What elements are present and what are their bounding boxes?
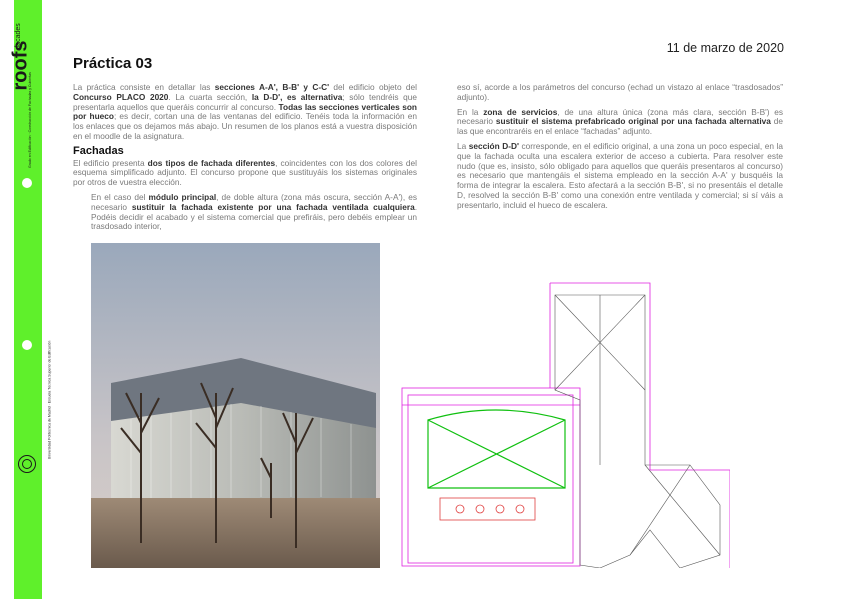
university-logo-icon xyxy=(18,455,36,473)
servicios-paragraph: En la zona de servicios, de una altura única (zona más clara, sección B-B') es necesario sustituir el sistema prefabricado original por una fachada alternativa de las que encontraréis en el enlace “fachadas” adjunto. xyxy=(457,106,784,137)
modulo-paragraph: En el caso del módulo principal, de doble altura (zona más oscura, sección A-A'), es necesario sustituir la fachada existente por una fachada ventilada cualquiera. Podéis decidir el acabado y el sistema comercial que prefiráis, pero debéis emplear un trasdosado interior, xyxy=(91,191,417,232)
seccion-dd-paragraph: La sección D-D' corresponde, en el edificio original, a una zona un poco especial, en la que la fachada oculta una escalera exterior de acceso a cubierta. Para resolver este nudo (que es, insisto, sólo obligado para aquellos que queráis presentaros al concurso) es necesario que mantengáis el sistema empleado en la sección A-A' y busquéis la forma de integrar la escalera. Esto afectará a la sección B-B', si no presentáis el detalle D, resolved la sección B-B' como una conexión entre ventilada y comercial; si sí váis a presentarlo, incluid el hueco de escalera. xyxy=(457,140,783,210)
intro-paragraph: La práctica consiste en detallar las secciones A-A', B-B' y C-C' del edificio objeto del Concurso PLACO 2020. La cuarta sección, la D-D', es alternativa; sólo tendréis que presentarla aquellos que queráis concurrir al concurso. Todas las secciones verticales son por hueco; es decir, cortan una de las ventanas del edificio. Tenéis toda la información en los enlaces que os dejamos más abajo. Un resumen de los planos está a vuestra disposición en el moodle de la asignatura. xyxy=(73,82,418,141)
brand-subtitle: facades xyxy=(14,23,22,48)
left-column xyxy=(73,83,417,237)
brand-name: roofs xyxy=(9,40,32,91)
building-photo xyxy=(91,243,380,568)
right-column xyxy=(457,83,783,216)
floor-plan xyxy=(400,280,730,568)
fachadas-paragraph: El edificio presenta dos tipos de fachada diferentes, coincidentes con los dos colores del esquema simplificado adjunto. El concurso propone que sustituyáis los sistemas originales por otros de vuestra elección. xyxy=(73,157,417,188)
continuation-paragraph: eso sí, acorde a los parámetros del concurso (echad un vistazo al enlace “trasdosados” adjunto). xyxy=(457,82,783,102)
sidebar-description-top: Grado en Edificación · Construcción de Fachadas y Cubiertas xyxy=(28,72,32,168)
date: 11 de marzo de 2020 xyxy=(666,41,784,55)
sidebar-dot-bottom xyxy=(22,340,32,350)
page-title: Práctica 03 xyxy=(73,55,153,72)
section-heading: Fachadas xyxy=(73,144,124,157)
sidebar-description-bottom: Universidad Politécnica de Madrid · Escuela Técnica Superior de Edificación xyxy=(47,340,52,460)
sidebar-dot-top xyxy=(22,178,32,188)
